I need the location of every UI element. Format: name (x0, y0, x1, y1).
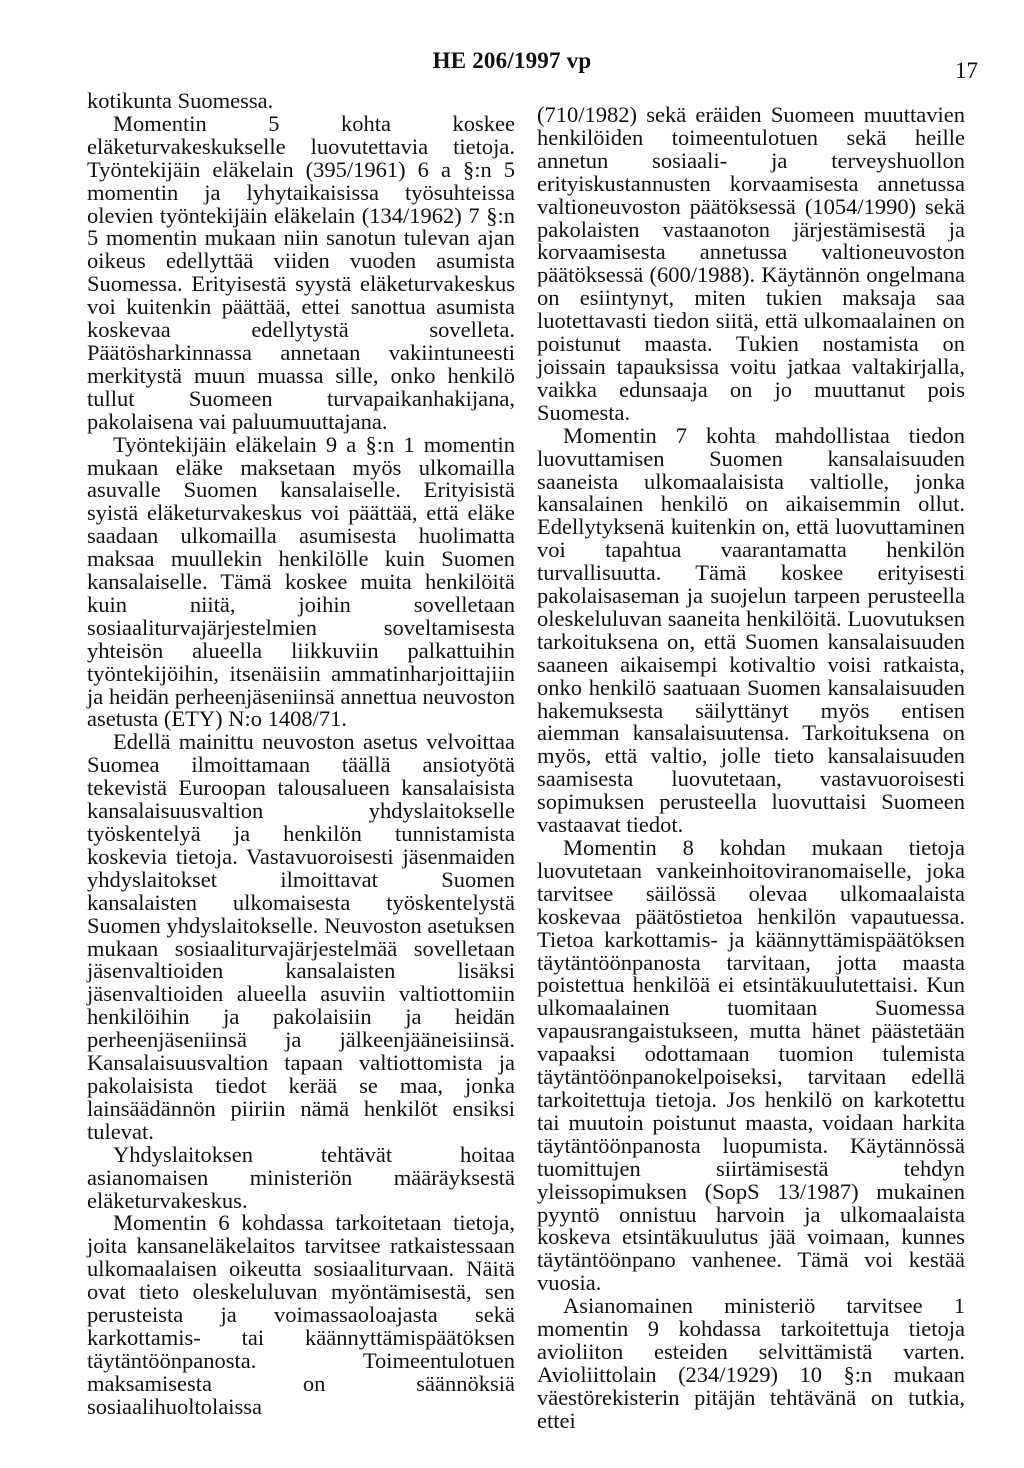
paragraph: Momentin 5 kohta koskee eläketurvakeskukselle luovutettavia tietoja. Työntekijäin eläkelain (395/1961) 6 a §:n 5 momentin ja lyhytaikaisissa työsuhteissa olevien työntekijäin eläkelain (134/1962) 7 §:n 5 momentin mukaan niin sanotun tulevan ajan oikeus edellyttää viiden vuoden asumista Suomessa. Erityisestä syystä eläketurvakeskus voi kuitenkin päättää, ettei sanottua asumista koskevaa edellytystä sovelleta. Päätösharkinnassa annetaan vakiintuneesti merkitystä muun muassa sille, onko henkilö tullut Suomeen turvapaikanhakijana, pakolaisena vai paluumuuttajana. (87, 110, 515, 434)
paragraph: kotikunta Suomessa. (87, 88, 274, 113)
paragraph: Momentin 6 kohdassa tarkoitetaan tietoja, joita kansaneläkelaitos tarvitsee ratkaistessaan ulkomaalaisen oikeutta sosiaaliturvaan. Näitä ovat tieto oleskeluluvan myöntämisestä, sen perusteista ja voimassaoloajasta sekä karkottamis- tai käännyttämispäätöksen täytäntöönpanosta. Toimeentulotuen maksamisesta on säännöksiä sosiaalihuoltolaissa (87, 1210, 515, 1419)
left-text-column (87, 90, 515, 1419)
paragraph: (710/1982) sekä eräiden Suomeen muuttavien henkilöiden toimeentulotuen sekä heille annetun sosiaali- ja terveyshuollon erityiskustannusten korvaamisesta annetussa valtioneuvoston päätöksessä (1054/1990) sekä pakolaisten vastaanoton järjestämisestä ja korvaamisesta annetussa valtioneuvoston päätöksessä (600/1988). Käytännön ongelmana on esiintynyt, miten tukien maksaja saa luotettavasti tiedon siitä, että ulkomaalainen on poistunut maasta. Tukien nostamista on joissain tapauksissa voitu jatkaa valtakirjalla, vaikka edunsaaja on jo muuttanut pois Suomesta. (537, 102, 965, 425)
paragraph: Työntekijäin eläkelain 9 a §:n 1 momentin mukaan eläke maksetaan myös ulkomailla asuvalle Suomen kansalaiselle. Erityisistä syistä eläketurvakeskus voi päättää, että eläke saadaan ulkomailla asumisesta huolimatta maksaa muullekin henkilölle kuin Suomen kansalaiselle. Tämä koskee muita henkilöitä kuin niitä, joihin sovelletaan sosiaaliturvajärjestelmien soveltamisesta yhteisön alueella liikkuviin palkattuihin työntekijöihin, itsenäisiin ammatinharjoittajiin ja heidän perheenjäseniinsä annettua neuvoston asetusta (ETY) N:o 1408/71. (87, 431, 515, 732)
page-header-title: HE 206/1997 vp (432, 48, 592, 73)
paragraph: Yhdyslaitoksen tehtävät hoitaa asianomaisen ministeriön määräyksestä eläketurvakeskus. (87, 1141, 515, 1213)
paragraph: Momentin 7 kohta mahdollistaa tiedon luovuttamisen Suomen kansalaisuuden saaneista ulkomaalaisista valtiolle, jonka kansalainen henkilö on aikaisemmin ollut. Edellytyksenä kuitenkin on, että luovuttaminen voi tapahtua vaarantamatta henkilön turvallisuutta. Tämä koskee erityisesti pakolaisaseman ja suojelun tarpeen perusteella oleskeluluvan saaneita henkilöitä. Luovutuksen tarkoituksena on, että Suomen kansalaisuuden saaneen aikaisempi kotivaltio voisi ratkaista, onko henkilö saatuaan Suomen kansalaisuuden hakemuksesta säilyttänyt myös entisen aiemman kansalaisuutensa. Tarkoituksena on myös, että valtio, jolle tieto kansalaisuuden saamisesta luovutetaan, vastavuoroisesti sopimuksen perusteella luovuttaisi Suomeen vastaavat tiedot. (537, 422, 965, 838)
right-text-column (537, 104, 965, 1433)
paragraph: Asianomainen ministeriö tarvitsee 1 momentin 9 kohdassa tarkoitettuja tietoja avioliiton esteiden selvittämistä varten. Avioliittolain (234/1929) 10 §:n mukaan väestörekisterin pitäjän tehtävänä on tutkia, ettei (537, 1293, 965, 1433)
paragraph: Momentin 8 kohdan mukaan tietoja luovutetaan vankeinhoitoviranomaiselle, joka tarvitsee säilössä olevaa ulkomaalaista koskevaa päätöstietoa henkilön vapautuessa. Tietoa karkottamis- ja käännyttämispäätöksen täytäntöönpanosta tarvitaan, jotta maasta poistettua henkilöä ei etsintäkuulutettaisi. Kun ulkomaalainen tuomitaan Suomessa vapausrangaistukseen, mutta hänet päästetään vapaaksi odottamaan tuomion tulemista täytäntöönpanokelpoiseksi, tarvitaan edellä tarkoitettuja tietoja. Jos henkilö on karkotettu tai muutoin poistunut maasta, voidaan harkita täytäntöönpanosta luopumista. Käytännössä tuomittujen siirtämisestä tehdyn yleissopimuksen (SopS 13/1987) mukainen pyyntö onnistuu harvoin ja ulkomaalaista koskeva etsintäkuulutus jää voimaan, kunnes täytäntöönpano vanhenee. Tämä voi kestää vuosia. (537, 835, 965, 1296)
page-number: 17 (955, 58, 978, 83)
paragraph: Edellä mainittu neuvoston asetus velvoittaa Suomea ilmoittamaan täällä ansiotyötä tekevistä Euroopan talousalueen kansalaisista kansalaisuusvaltion yhdyslaitokselle työskentelyä ja henkilön tunnistamista koskevia tietoja. Vastavuoroisesti jäsenmaiden yhdyslaitokset ilmoittavat Suomen kansalaisten ulkomaisesta työskentelystä Suomen yhdyslaitokselle. Neuvoston asetuksen mukaan sosiaaliturvajärjestelmää sovelletaan jäsenvaltioiden kansalaisten lisäksi jäsenvaltioiden alueella asuviin valtiottomiin henkilöihin ja pakolaisiin ja heidän perheenjäseniinsä ja jälkeenjääneisiinsä. Kansalaisuusvaltion tapaan valtiottomista ja pakolaisista tiedot kerää se maa, jonka lainsäädännön piiriin nämä henkilöt ensiksi tulevat. (87, 729, 515, 1144)
